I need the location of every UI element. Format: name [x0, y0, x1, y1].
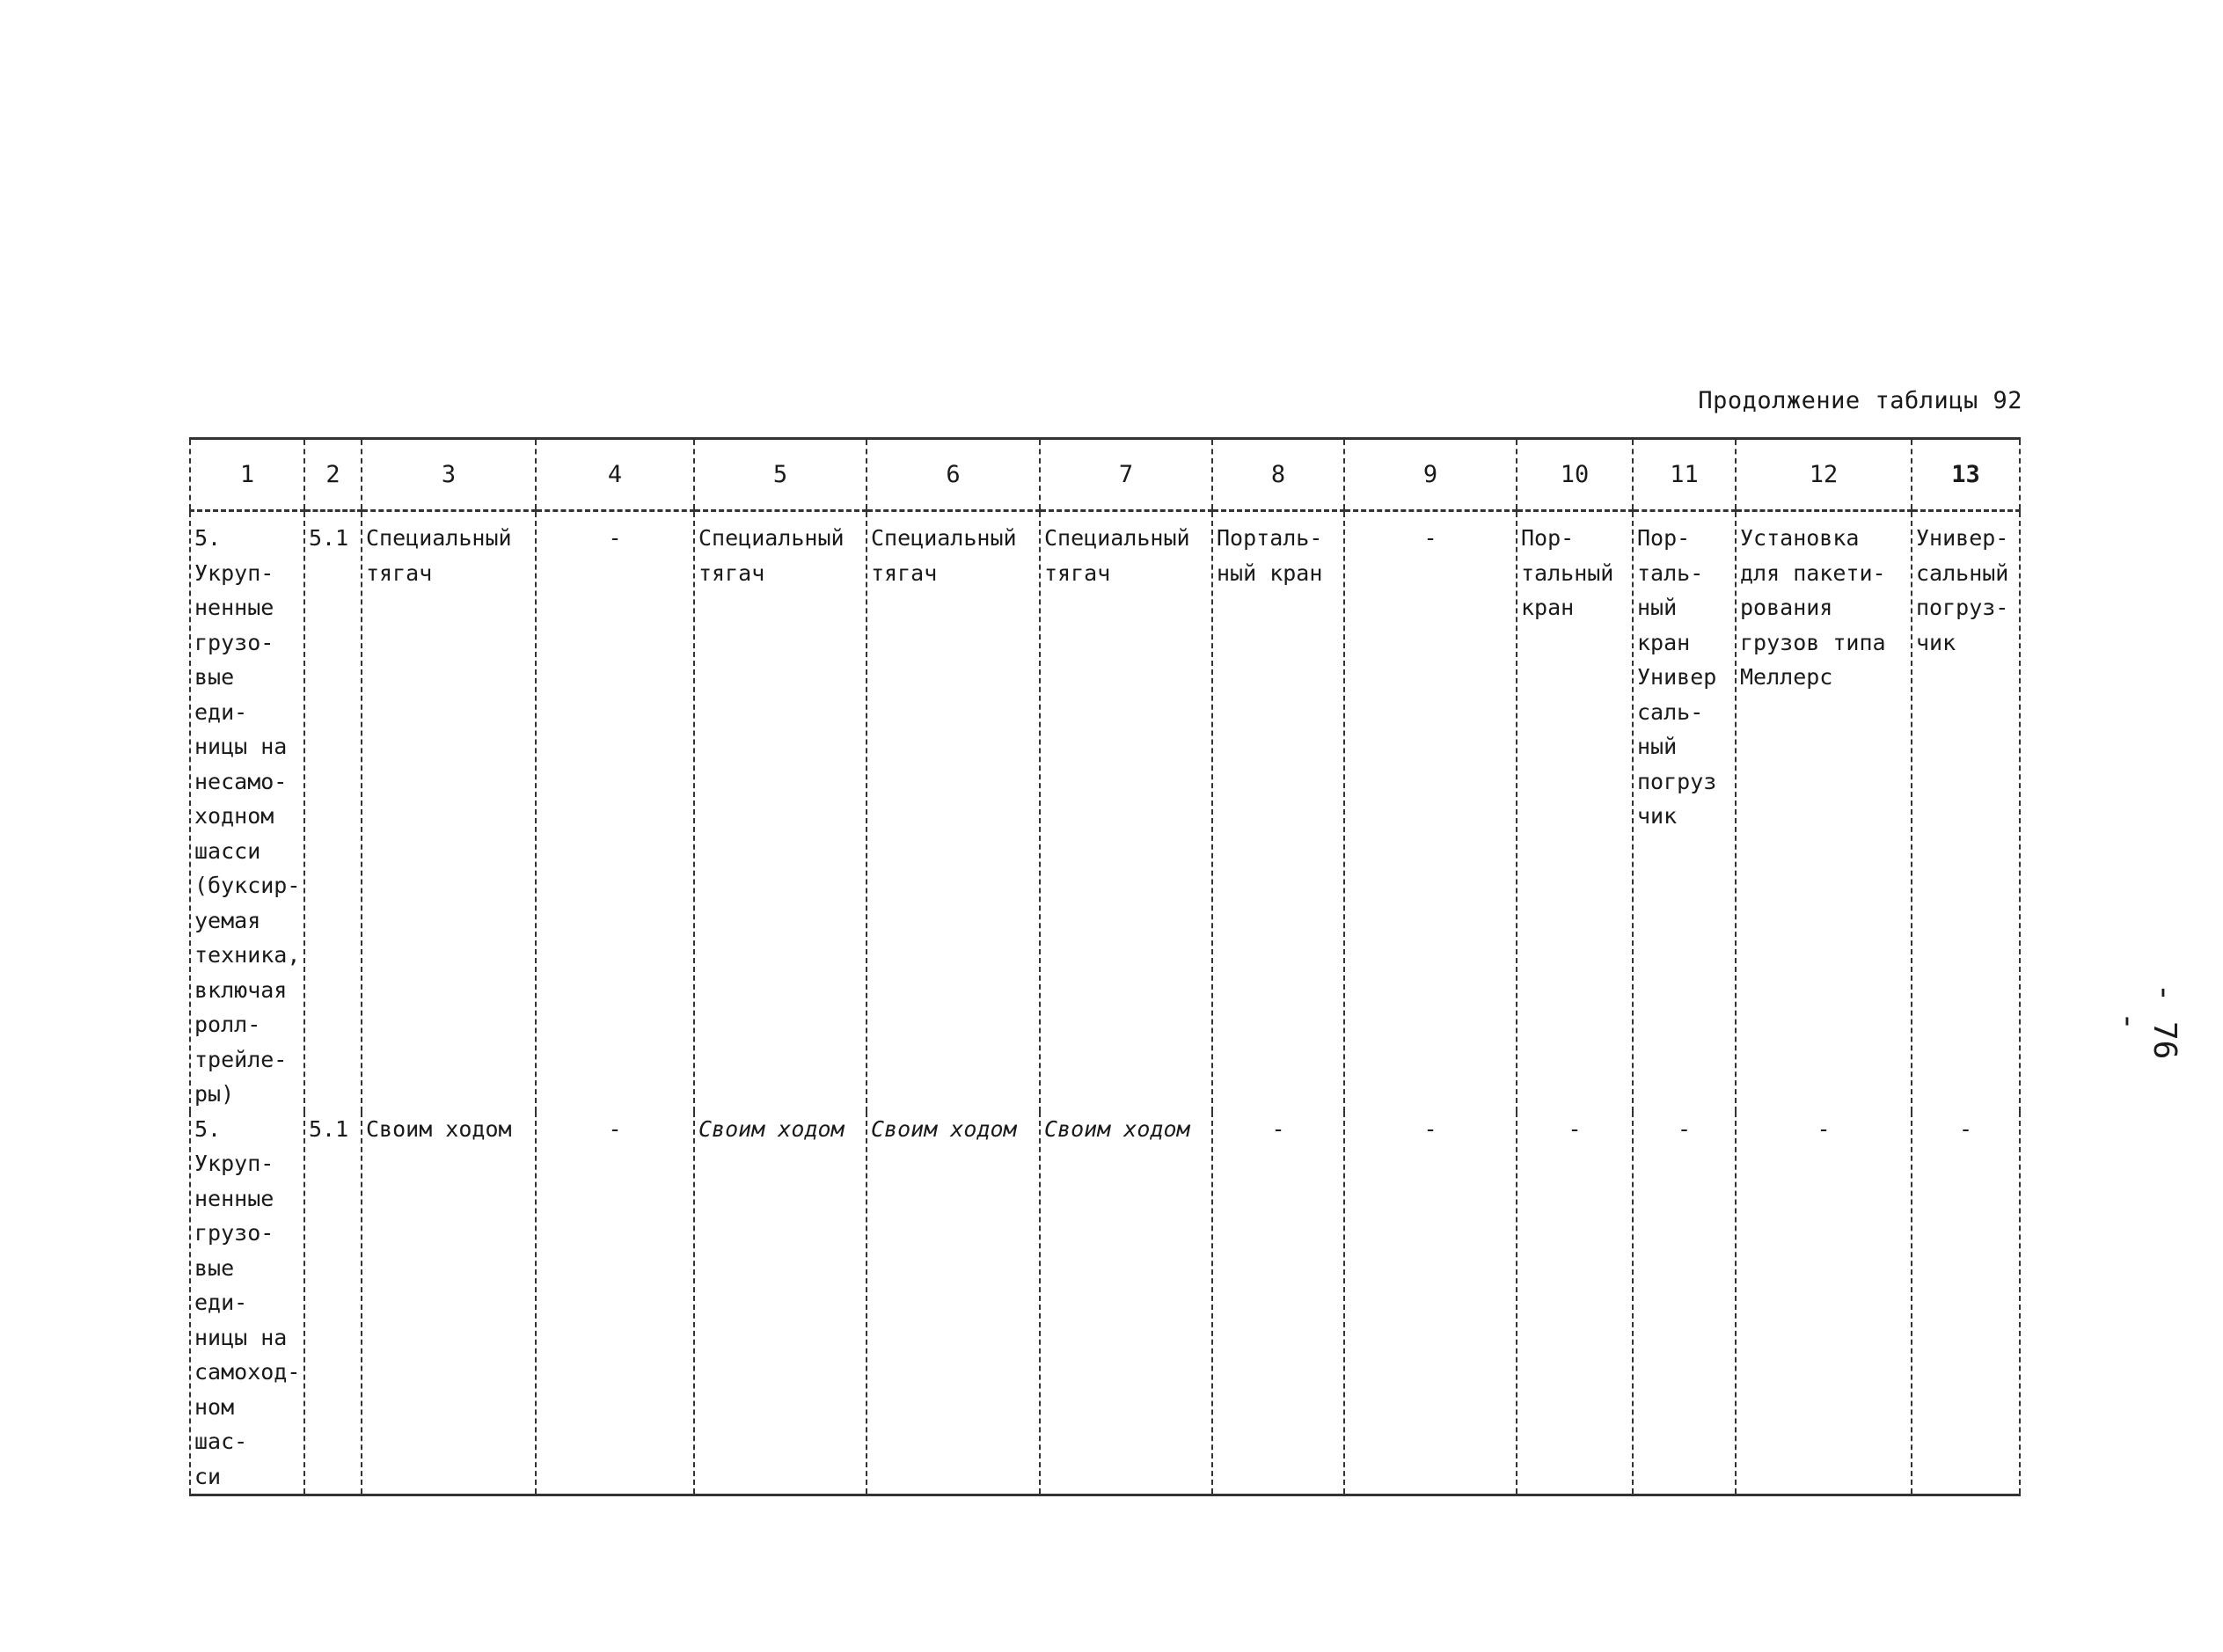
table-row	[190, 511, 2020, 1112]
cell-col7: Своим ходом	[1040, 1112, 1212, 1495]
column-header: 8	[1212, 439, 1344, 511]
cell-col3: Своим ходом	[362, 1112, 536, 1495]
cell-cargo-type: 5. Укруп- ненные грузо- вые еди- ницы на самоход- ном шас- си	[190, 1112, 304, 1495]
cell-col10: Пор- тальный кран	[1517, 511, 1633, 1112]
column-header: 5	[694, 439, 867, 511]
column-header: 6	[867, 439, 1040, 511]
cell-col11: -	[1633, 1112, 1736, 1495]
cell-col9: -	[1344, 1112, 1517, 1495]
table-caption: Продолжение таблицы 92	[1698, 387, 2022, 414]
column-header: 13	[1912, 439, 2020, 511]
column-header: 10	[1517, 439, 1633, 511]
column-header: 12	[1736, 439, 1912, 511]
cell-cargo-type: 5. Укруп- ненные грузо- вые еди- ницы на несамо- ходном шасси (буксир- уемая техника, включая ролл- трейле- ры)	[190, 511, 304, 1112]
page-number: - 76 -	[2110, 983, 2183, 1060]
header-row	[190, 439, 2020, 511]
cell-col4: -	[536, 511, 694, 1112]
cell-col6: Специальный тягач	[867, 511, 1040, 1112]
cell-col13: Универ- сальный погруз- чик	[1912, 511, 2020, 1112]
table-row	[190, 1112, 2020, 1495]
column-header: 9	[1344, 439, 1517, 511]
cell-col10: -	[1517, 1112, 1633, 1495]
column-header: 2	[304, 439, 362, 511]
cell-col3: Специальный тягач	[362, 511, 536, 1112]
cell-code: 5.1	[304, 1112, 362, 1495]
cell-col13: -	[1912, 1112, 2020, 1495]
column-header: 7	[1040, 439, 1212, 511]
cell-col8: -	[1212, 1112, 1344, 1495]
cell-col7: Специальный тягач	[1040, 511, 1212, 1112]
cell-code: 5.1	[304, 511, 362, 1112]
cell-col5: Специальный тягач	[694, 511, 867, 1112]
cell-col4: -	[536, 1112, 694, 1495]
cell-col8: Порталь- ный кран	[1212, 511, 1344, 1112]
cell-col5: Своим ходом	[694, 1112, 867, 1495]
column-header: 3	[362, 439, 536, 511]
column-header: 1	[190, 439, 304, 511]
cell-col9: -	[1344, 511, 1517, 1112]
cell-col12: Установка для пакети- рования грузов типа Меллерс	[1736, 511, 1912, 1112]
column-header: 11	[1633, 439, 1736, 511]
cell-col6: Своим ходом	[867, 1112, 1040, 1495]
data-table	[189, 437, 2021, 1496]
cell-col12: -	[1736, 1112, 1912, 1495]
column-header: 4	[536, 439, 694, 511]
cell-col11: Пор- таль- ный кран Универ саль- ный погруз чик	[1633, 511, 1736, 1112]
